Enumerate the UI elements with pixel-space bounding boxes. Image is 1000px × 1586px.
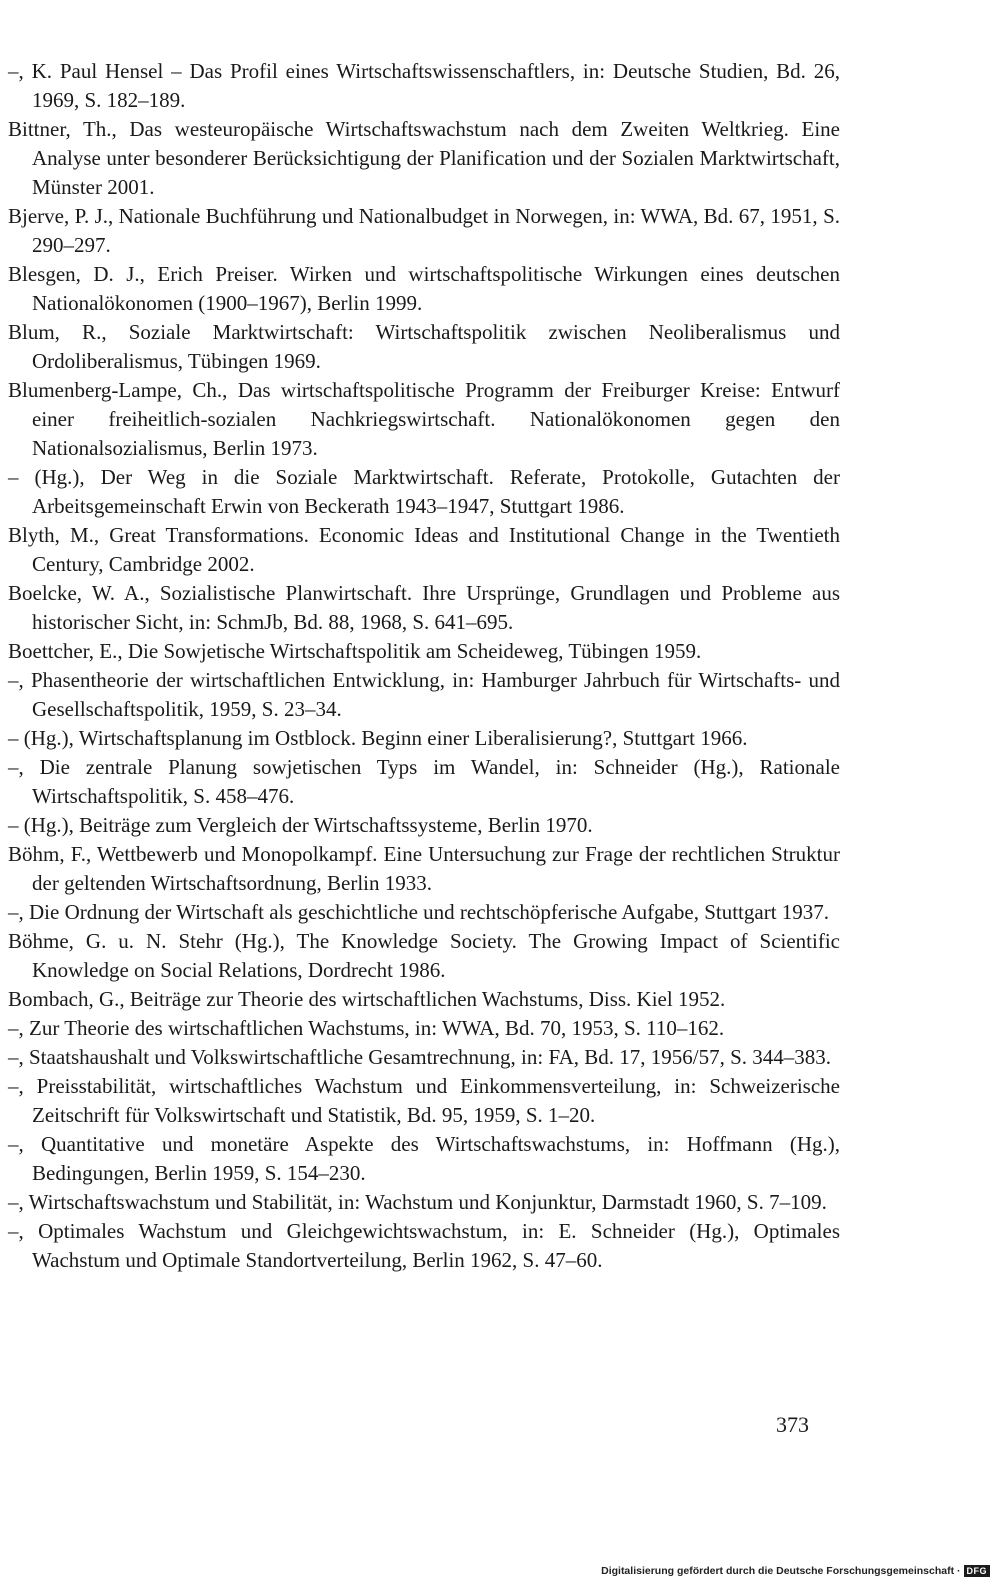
bibliography-entry: Blyth, M., Great Transformations. Economic Ideas and Institutional Change in the Twentieth Century, Cambridge 2002. [8, 523, 840, 576]
bibliography-entry: Blesgen, D. J., Erich Preiser. Wirken und wirtschaftspolitische Wirkungen eines deutschen Nationalökonomen (1900–1967), Berlin 1999. [8, 262, 840, 315]
bibliography-entry: –, Zur Theorie des wirtschaftlichen Wachstums, in: WWA, Bd. 70, 1953, S. 110–162. [8, 1016, 725, 1040]
bibliography-entry: Böhme, G. u. N. Stehr (Hg.), The Knowledge Society. The Growing Impact of Scientific Knowledge on Social Relations, Dordrecht 1986. [8, 929, 840, 982]
footer-text: Digitalisierung gefördert durch die Deutsche Forschungsgemeinschaft · [601, 1565, 961, 1577]
bibliography-entry: Boettcher, E., Die Sowjetische Wirtschaftspolitik am Scheideweg, Tübingen 1959. [8, 639, 702, 663]
bibliography-entry: –, Optimales Wachstum und Gleichgewichtswachstum, in: E. Schneider (Hg.), Optimales Wachstum und Optimale Standortverteilung, Berlin 1962, S. 47–60. [8, 1219, 840, 1272]
bibliography-entry: Blumenberg-Lampe, Ch., Das wirtschaftspolitische Programm der Freiburger Kreise: Entwurf einer freiheitlich-sozialen Nachkriegswirtschaft. Nationalökonomen gegen den Nationalsozialismus, Berlin 1973. [8, 378, 840, 460]
digitization-footer [601, 1565, 990, 1577]
bibliography-entry: Böhm, F., Wettbewerb und Monopolkampf. Eine Untersuchung zur Frage der rechtlichen Struktur der geltenden Wirtschaftsordnung, Berlin 1933. [8, 842, 840, 895]
bibliography-entry: –, Wirtschaftswachstum und Stabilität, in: Wachstum und Konjunktur, Darmstadt 1960, S. 7–109. [8, 1190, 827, 1214]
bibliography-entry: Bjerve, P. J., Nationale Buchführung und Nationalbudget in Norwegen, in: WWA, Bd. 67, 1951, S. 290–297. [8, 204, 840, 257]
bibliography-entry: –, K. Paul Hensel – Das Profil eines Wirtschaftswissenschaftlers, in: Deutsche Studien, Bd. 26, 1969, S. 182–189. [8, 59, 840, 112]
bibliography-entry: Blum, R., Soziale Marktwirtschaft: Wirtschaftspolitik zwischen Neoliberalismus und Ordoliberalismus, Tübingen 1969. [8, 320, 840, 373]
page-number: 373 [776, 1412, 809, 1437]
bibliography-entry: –, Quantitative und monetäre Aspekte des Wirtschaftswachstums, in: Hoffmann (Hg.), Bedingungen, Berlin 1959, S. 154–230. [8, 1132, 840, 1185]
bibliography-entry: – (Hg.), Der Weg in die Soziale Marktwirtschaft. Referate, Protokolle, Gutachten der Arbeitsgemeinschaft Erwin von Beckerath 1943–1947, Stuttgart 1986. [8, 465, 840, 518]
bibliography-entry: –, Staatshaushalt und Volkswirtschaftliche Gesamtrechnung, in: FA, Bd. 17, 1956/57, S. 344–383. [8, 1045, 832, 1069]
bibliography-entry: Bittner, Th., Das westeuropäische Wirtschaftswachstum nach dem Zweiten Weltkrieg. Eine Analyse unter besonderer Berücksichtigung der Planification und der Sozialen Marktwirtschaft, Münster 2001. [8, 117, 840, 199]
bibliography-entry: Bombach, G., Beiträge zur Theorie des wirtschaftlichen Wachstums, Diss. Kiel 1952. [8, 987, 726, 1011]
bibliography-entry: –, Phasentheorie der wirtschaftlichen Entwicklung, in: Hamburger Jahrbuch für Wirtschafts- und Gesellschaftspolitik, 1959, S. 23–34. [8, 668, 840, 721]
bibliography-entry: – (Hg.), Beiträge zum Vergleich der Wirtschaftssysteme, Berlin 1970. [8, 813, 593, 837]
bibliography-list [8, 57, 840, 1275]
bibliography-entry: –, Die zentrale Planung sowjetischen Typs im Wandel, in: Schneider (Hg.), Rationale Wirtschaftspolitik, S. 458–476. [8, 755, 840, 808]
dfg-logo: DFG [964, 1565, 991, 1577]
bibliography-entry: –, Preisstabilität, wirtschaftliches Wachstum und Einkommensverteilung, in: Schweizerische Zeitschrift für Volkswirtschaft und Statistik, Bd. 95, 1959, S. 1–20. [8, 1074, 840, 1127]
bibliography-entry: –, Die Ordnung der Wirtschaft als geschichtliche und rechtschöpferische Aufgabe, Stuttgart 1937. [8, 900, 830, 924]
bibliography-entry: Boelcke, W. A., Sozialistische Planwirtschaft. Ihre Ursprünge, Grundlagen und Probleme aus historischer Sicht, in: SchmJb, Bd. 88, 1968, S. 641–695. [8, 581, 840, 634]
bibliography-entry: – (Hg.), Wirtschaftsplanung im Ostblock. Beginn einer Liberalisierung?, Stuttgart 1966. [8, 726, 748, 750]
